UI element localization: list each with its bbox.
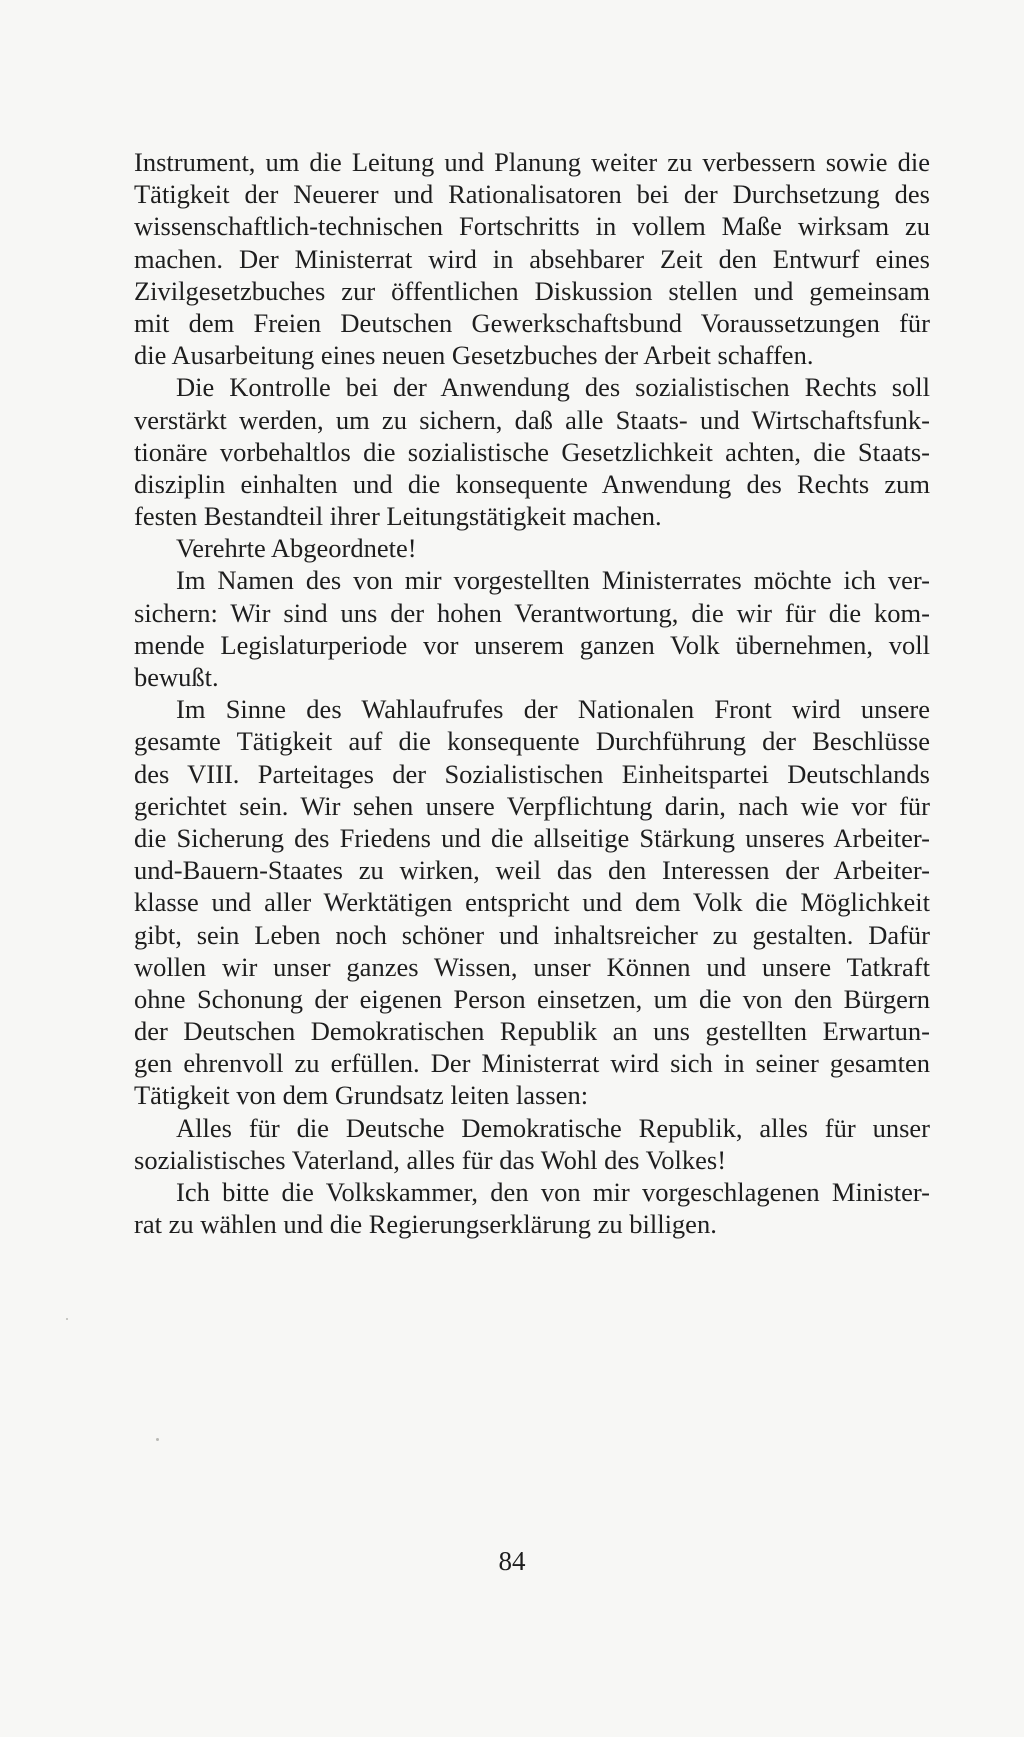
text-line: Tätigkeit von dem Grundsatz leiten lassen:	[134, 1080, 589, 1111]
paragraph	[134, 564, 930, 693]
paragraph	[134, 1176, 930, 1240]
text-line: sichern: Wir sind uns der hohen Verantwortung, die wir für die kom-	[134, 597, 930, 628]
text-line: die Ausarbeitung eines neuen Gesetzbuches der Arbeit schaffen.	[134, 340, 814, 371]
paragraph	[134, 532, 930, 564]
text-line: wissenschaftlich-technischen Fortschritts in vollem Maße wirksam zu	[134, 211, 930, 242]
text-line: ohne Schonung der eigenen Person einsetzen, um die von den Bürgern	[134, 983, 930, 1014]
text-line: gerichtet sein. Wir sehen unsere Verpflichtung darin, nach wie vor für	[134, 790, 930, 821]
text-line: Die Kontrolle bei der Anwendung des sozialistischen Rechts soll	[176, 372, 930, 403]
text-line: tionäre vorbehaltlos die sozialistische Gesetzlichkeit achten, die Staats-	[134, 436, 930, 467]
text-line: bewußt.	[134, 662, 219, 692]
text-line: disziplin einhalten und die konsequente Anwendung des Rechts zum	[134, 468, 930, 499]
text-line: des VIII. Parteitages der Sozialistischen Einheitspartei Deutschlands	[134, 758, 930, 789]
text-line: wollen wir unser ganzes Wissen, unser Können und unsere Tatkraft	[134, 951, 930, 982]
text-line: Tätigkeit der Neuerer und Rationalisatoren bei der Durchsetzung des	[134, 179, 930, 210]
text-line: gesamte Tätigkeit auf die konsequente Durchführung der Beschlüsse	[134, 726, 930, 757]
text-line: mit dem Freien Deutschen Gewerkschaftsbund Voraussetzungen für	[134, 307, 930, 338]
page-number: 84	[498, 1546, 526, 1576]
text-line: Ich bitte die Volkskammer, den von mir vorgeschlagenen Minister-	[176, 1177, 930, 1207]
text-line: der Deutschen Demokratischen Republik an uns gestellten Erwartun-	[134, 1016, 930, 1047]
text-line: Alles für die Deutsche Demokratische Republik, alles für unser	[176, 1112, 930, 1143]
text-line: Zivilgesetzbuches zur öffentlichen Diskussion stellen und gemeinsam	[134, 275, 930, 306]
text-line: gibt, sein Leben noch schöner und inhaltsreicher zu gestalten. Dafür	[134, 919, 930, 950]
paper-speck	[66, 1318, 68, 1320]
text-line: die Sicherung des Friedens und die allseitige Stärkung unseres Arbeiter-	[134, 822, 930, 853]
text-line: Verehrte Abgeordnete!	[176, 533, 417, 564]
paragraph	[134, 146, 930, 371]
text-line: Instrument, um die Leitung und Planung weiter zu verbessern sowie die	[134, 147, 930, 177]
text-line: sozialistisches Vaterland, alles für das Wohl des Volkes!	[134, 1144, 727, 1175]
text-line: klasse und aller Werktätigen entspricht und dem Volk die Möglichkeit	[134, 887, 930, 918]
text-line: Im Sinne des Wahlaufrufes der Nationalen Front wird unsere	[176, 694, 930, 725]
text-line: festen Bestandteil ihrer Leitungstätigkeit machen.	[134, 501, 662, 532]
text-line: mende Legislaturperiode vor unserem ganzen Volk übernehmen, voll	[134, 629, 930, 660]
text-line: gen ehrenvoll zu erfüllen. Der Ministerrat wird sich in seiner gesamten	[134, 1048, 930, 1079]
paragraph	[134, 1112, 930, 1176]
paragraph	[134, 693, 930, 1111]
text-line: machen. Der Ministerrat wird in absehbarer Zeit den Entwurf eines	[134, 243, 930, 274]
paper-speck	[156, 1438, 159, 1441]
paragraph	[134, 371, 930, 532]
body-text	[134, 146, 930, 1240]
text-line: und-Bauern-Staates zu wirken, weil das den Interessen der Arbeiter-	[134, 855, 930, 886]
text-line: rat zu wählen und die Regierungserklärung zu billigen.	[134, 1209, 717, 1240]
text-line: verstärkt werden, um zu sichern, daß alle Staats- und Wirtschaftsfunk-	[134, 404, 930, 435]
text-line: Im Namen des von mir vorgestellten Ministerrates möchte ich ver-	[176, 565, 930, 596]
